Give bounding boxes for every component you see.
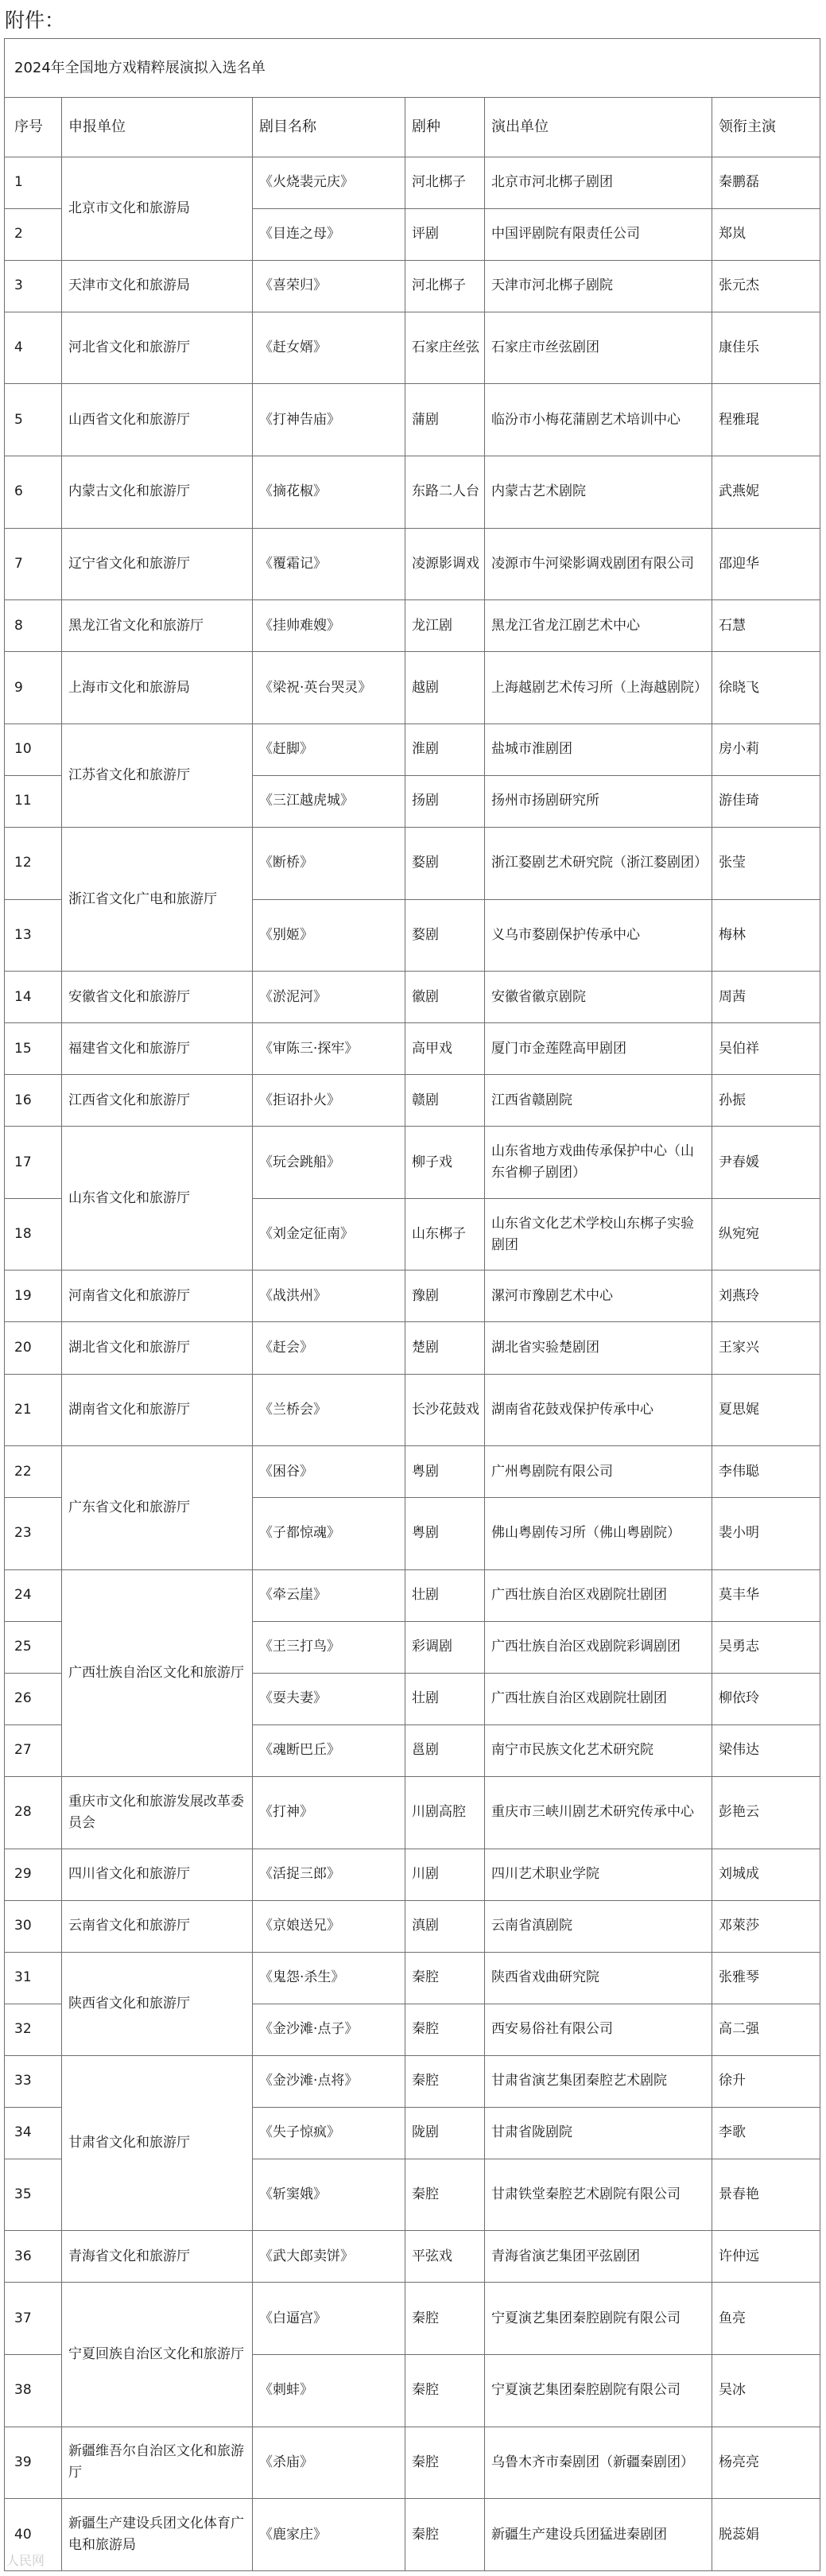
cell-lead: 孙振 <box>712 1075 820 1127</box>
cell-no: 7 <box>5 528 62 600</box>
cell-title: 《困谷》 <box>253 1446 405 1498</box>
cell-no: 24 <box>5 1569 62 1621</box>
watermark: 人民网 <box>6 2553 45 2568</box>
cell-title: 《刺蚌》 <box>253 2355 405 2427</box>
cell-troupe: 广西壮族自治区戏剧院壮剧团 <box>485 1673 712 1724</box>
header-unit: 申报单位 <box>62 98 253 157</box>
cell-troupe: 甘肃铁堂秦腔艺术剧院有限公司 <box>485 2159 712 2231</box>
table-row <box>5 528 820 600</box>
cell-unit: 广西壮族自治区文化和旅游厅 <box>62 1569 253 1776</box>
cell-lead: 张雅琴 <box>712 1952 820 2004</box>
cell-title: 《断桥》 <box>253 827 405 899</box>
cell-title: 《淤泥河》 <box>253 972 405 1023</box>
cell-lead: 徐升 <box>712 2055 820 2107</box>
cell-genre: 东路二人台 <box>405 456 485 528</box>
cell-lead: 程雅琨 <box>712 384 820 456</box>
cell-genre: 婺剧 <box>405 827 485 899</box>
table-row <box>5 827 820 899</box>
cell-troupe: 新疆生产建设兵团猛进秦剧团 <box>485 2499 712 2571</box>
cell-no: 32 <box>5 2004 62 2055</box>
cell-genre: 秦腔 <box>405 1952 485 2004</box>
cell-title: 《子都惊魂》 <box>253 1498 405 1570</box>
cell-no: 18 <box>5 1198 62 1271</box>
table-title: 2024年全国地方戏精粹展演拟入选名单 <box>5 39 820 98</box>
cell-unit: 四川省文化和旅游厅 <box>62 1849 253 1900</box>
cell-genre: 秦腔 <box>405 2355 485 2427</box>
cell-no: 37 <box>5 2283 62 2355</box>
table-row <box>5 2427 820 2499</box>
table-row <box>5 1952 820 2004</box>
cell-genre: 河北梆子 <box>405 157 485 208</box>
cell-lead: 纵宛宛 <box>712 1198 820 1271</box>
header-lead: 领衔主演 <box>712 98 820 157</box>
cell-title: 《赶女婿》 <box>253 312 405 384</box>
cell-unit: 宁夏回族自治区文化和旅游厅 <box>62 2283 253 2427</box>
cell-lead: 游佳琦 <box>712 775 820 827</box>
cell-no: 26 <box>5 1673 62 1724</box>
attachment-label: 附件： <box>5 9 65 32</box>
cell-title: 《鹿家庄》 <box>253 2499 405 2571</box>
header-no: 序号 <box>5 98 62 157</box>
cell-unit: 湖南省文化和旅游厅 <box>62 1374 253 1446</box>
cell-genre: 扬剧 <box>405 775 485 827</box>
cell-genre: 滇剧 <box>405 1900 485 1952</box>
cell-lead: 徐晓飞 <box>712 652 820 724</box>
cell-unit: 河南省文化和旅游厅 <box>62 1271 253 1322</box>
cell-troupe: 湖北省实验楚剧团 <box>485 1322 712 1374</box>
table-row <box>5 456 820 528</box>
cell-title: 《梁祝·英台哭灵》 <box>253 652 405 724</box>
cell-title: 《武大郎卖饼》 <box>253 2231 405 2283</box>
cell-no: 12 <box>5 827 62 899</box>
cell-troupe: 青海省演艺集团平弦剧团 <box>485 2231 712 2283</box>
cell-troupe: 湖南省花鼓戏保护传承中心 <box>485 1374 712 1446</box>
cell-troupe: 广州粤剧院有限公司 <box>485 1446 712 1498</box>
table-row <box>5 1446 820 1498</box>
cell-title: 《挂帅难嫂》 <box>253 600 405 652</box>
cell-genre: 陇剧 <box>405 2107 485 2159</box>
cell-genre: 石家庄丝弦 <box>405 312 485 384</box>
cell-lead: 景春艳 <box>712 2159 820 2231</box>
cell-no: 23 <box>5 1498 62 1570</box>
cell-genre: 邕剧 <box>405 1724 485 1776</box>
cell-troupe: 宁夏演艺集团秦腔剧院有限公司 <box>485 2283 712 2355</box>
cell-no: 19 <box>5 1271 62 1322</box>
table-row <box>5 2231 820 2283</box>
cell-genre: 川剧高腔 <box>405 1776 485 1849</box>
cell-troupe: 义乌市婺剧保护传承中心 <box>485 899 712 972</box>
cell-no: 2 <box>5 208 62 260</box>
cell-lead: 武燕妮 <box>712 456 820 528</box>
cell-lead: 张元杰 <box>712 260 820 312</box>
cell-troupe: 云南省滇剧院 <box>485 1900 712 1952</box>
cell-title: 《别姬》 <box>253 899 405 972</box>
cell-troupe: 江西省赣剧院 <box>485 1075 712 1127</box>
cell-no: 10 <box>5 724 62 775</box>
cell-lead: 石慧 <box>712 600 820 652</box>
cell-lead: 柳依玲 <box>712 1673 820 1724</box>
cell-title: 《目连之母》 <box>253 208 405 260</box>
cell-troupe: 漯河市豫剧艺术中心 <box>485 1271 712 1322</box>
cell-no: 6 <box>5 456 62 528</box>
cell-genre: 壮剧 <box>405 1569 485 1621</box>
table-row <box>5 1849 820 1900</box>
cell-lead: 吴伯祥 <box>712 1023 820 1075</box>
cell-lead: 秦鹏磊 <box>712 157 820 208</box>
cell-troupe: 北京市河北梆子剧团 <box>485 157 712 208</box>
cell-no: 28 <box>5 1776 62 1849</box>
cell-no: 25 <box>5 1621 62 1673</box>
cell-no: 36 <box>5 2231 62 2283</box>
cell-title: 《摘花椒》 <box>253 456 405 528</box>
cell-unit: 陕西省文化和旅游厅 <box>62 1952 253 2055</box>
cell-genre: 秦腔 <box>405 2159 485 2231</box>
cell-genre: 壮剧 <box>405 1673 485 1724</box>
cell-no: 15 <box>5 1023 62 1075</box>
cell-title: 《斩窦娥》 <box>253 2159 405 2231</box>
cell-genre: 长沙花鼓戏 <box>405 1374 485 1446</box>
cell-title: 《战洪州》 <box>253 1271 405 1322</box>
cell-no: 38 <box>5 2355 62 2427</box>
cell-no: 8 <box>5 600 62 652</box>
cell-no: 14 <box>5 972 62 1023</box>
cell-troupe: 宁夏演艺集团秦腔剧院有限公司 <box>485 2355 712 2427</box>
cell-lead: 邓萊莎 <box>712 1900 820 1952</box>
table-row <box>5 1900 820 1952</box>
cell-unit: 重庆市文化和旅游发展改革委员会 <box>62 1776 253 1849</box>
cell-title: 《玩会跳船》 <box>253 1127 405 1199</box>
cell-unit: 青海省文化和旅游厅 <box>62 2231 253 2283</box>
cell-title: 《牵云崖》 <box>253 1569 405 1621</box>
cell-lead: 脱蕊娟 <box>712 2499 820 2571</box>
cell-lead: 王家兴 <box>712 1322 820 1374</box>
table-row <box>5 1271 820 1322</box>
cell-genre: 淮剧 <box>405 724 485 775</box>
cell-unit: 甘肃省文化和旅游厅 <box>62 2055 253 2231</box>
cell-unit: 山东省文化和旅游厅 <box>62 1127 253 1271</box>
table-row <box>5 260 820 312</box>
cell-troupe: 广西壮族自治区戏剧院壮剧团 <box>485 1569 712 1621</box>
cell-genre: 豫剧 <box>405 1271 485 1322</box>
cell-troupe: 南宁市民族文化艺术研究院 <box>485 1724 712 1776</box>
cell-title: 《刘金定征南》 <box>253 1198 405 1271</box>
cell-lead: 彭艳云 <box>712 1776 820 1849</box>
cell-troupe: 凌源市牛河梁影调戏剧团有限公司 <box>485 528 712 600</box>
cell-title: 《京娘送兄》 <box>253 1900 405 1952</box>
table-row <box>5 652 820 724</box>
cell-no: 17 <box>5 1127 62 1199</box>
cell-no: 30 <box>5 1900 62 1952</box>
cell-genre: 川剧 <box>405 1849 485 1900</box>
cell-genre: 蒲剧 <box>405 384 485 456</box>
cell-lead: 梅林 <box>712 899 820 972</box>
cell-no: 27 <box>5 1724 62 1776</box>
cell-unit: 湖北省文化和旅游厅 <box>62 1322 253 1374</box>
cell-troupe: 甘肃省陇剧院 <box>485 2107 712 2159</box>
cell-troupe: 内蒙古艺术剧院 <box>485 456 712 528</box>
cell-troupe: 山东省文化艺术学校山东梆子实验剧团 <box>485 1198 712 1271</box>
cell-title: 《兰桥会》 <box>253 1374 405 1446</box>
cell-lead: 吴勇志 <box>712 1621 820 1673</box>
cell-title: 《打神》 <box>253 1776 405 1849</box>
cell-unit: 福建省文化和旅游厅 <box>62 1023 253 1075</box>
table-row <box>5 1776 820 1849</box>
cell-genre: 龙江剧 <box>405 600 485 652</box>
cell-no: 11 <box>5 775 62 827</box>
cell-lead: 周茜 <box>712 972 820 1023</box>
header-troupe: 演出单位 <box>485 98 712 157</box>
table-row <box>5 157 820 208</box>
table-row <box>5 724 820 775</box>
table-row <box>5 1374 820 1446</box>
cell-genre: 秦腔 <box>405 2427 485 2499</box>
cell-unit: 云南省文化和旅游厅 <box>62 1900 253 1952</box>
table-row <box>5 1569 820 1621</box>
cell-genre: 凌源影调戏 <box>405 528 485 600</box>
table-row <box>5 384 820 456</box>
cell-no: 34 <box>5 2107 62 2159</box>
cell-no: 35 <box>5 2159 62 2231</box>
cell-genre: 秦腔 <box>405 2055 485 2107</box>
cell-no: 20 <box>5 1322 62 1374</box>
cell-no: 40 <box>5 2499 62 2571</box>
cell-title: 《审陈三·探牢》 <box>253 1023 405 1075</box>
cell-troupe: 陕西省戏曲研究院 <box>485 1952 712 2004</box>
cell-troupe: 黑龙江省龙江剧艺术中心 <box>485 600 712 652</box>
cell-title: 《覆霜记》 <box>253 528 405 600</box>
cell-lead: 裴小明 <box>712 1498 820 1570</box>
cell-lead: 夏思娓 <box>712 1374 820 1446</box>
cell-genre: 粤剧 <box>405 1498 485 1570</box>
cell-lead: 鱼亮 <box>712 2283 820 2355</box>
table-row <box>5 2499 820 2571</box>
cell-genre: 婺剧 <box>405 899 485 972</box>
cell-genre: 山东梆子 <box>405 1198 485 1271</box>
cell-title: 《鬼怨·杀生》 <box>253 1952 405 2004</box>
cell-unit: 新疆维吾尔自治区文化和旅游厅 <box>62 2427 253 2499</box>
cell-title: 《活捉三郎》 <box>253 1849 405 1900</box>
cell-unit: 江西省文化和旅游厅 <box>62 1075 253 1127</box>
cell-unit: 浙江省文化广电和旅游厅 <box>62 827 253 971</box>
cell-lead: 李伟聪 <box>712 1446 820 1498</box>
cell-title: 《杀庙》 <box>253 2427 405 2499</box>
nominee-table <box>4 38 820 2571</box>
cell-title: 《打神告庙》 <box>253 384 405 456</box>
table-row <box>5 600 820 652</box>
cell-lead: 许仲远 <box>712 2231 820 2283</box>
cell-troupe: 天津市河北梆子剧院 <box>485 260 712 312</box>
cell-unit: 黑龙江省文化和旅游厅 <box>62 600 253 652</box>
cell-genre: 秦腔 <box>405 2004 485 2055</box>
cell-title: 《赶脚》 <box>253 724 405 775</box>
table-row <box>5 1075 820 1127</box>
cell-troupe: 重庆市三峡川剧艺术研究传承中心 <box>485 1776 712 1849</box>
cell-no: 16 <box>5 1075 62 1127</box>
header-title: 剧目名称 <box>253 98 405 157</box>
cell-no: 1 <box>5 157 62 208</box>
cell-lead: 杨亮亮 <box>712 2427 820 2499</box>
cell-troupe: 安徽省徽京剧院 <box>485 972 712 1023</box>
cell-lead: 康佳乐 <box>712 312 820 384</box>
cell-genre: 柳子戏 <box>405 1127 485 1199</box>
cell-lead: 高二强 <box>712 2004 820 2055</box>
table-row <box>5 2055 820 2107</box>
cell-no: 5 <box>5 384 62 456</box>
cell-genre: 徽剧 <box>405 972 485 1023</box>
cell-troupe: 石家庄市丝弦剧团 <box>485 312 712 384</box>
cell-unit: 内蒙古文化和旅游厅 <box>62 456 253 528</box>
cell-genre: 彩调剧 <box>405 1621 485 1673</box>
cell-title: 《三江越虎城》 <box>253 775 405 827</box>
cell-unit: 新疆生产建设兵团文化体育广电和旅游局 <box>62 2499 253 2571</box>
cell-title: 《白逼宫》 <box>253 2283 405 2355</box>
cell-unit: 河北省文化和旅游厅 <box>62 312 253 384</box>
cell-genre: 评剧 <box>405 208 485 260</box>
cell-lead: 刘燕玲 <box>712 1271 820 1322</box>
cell-title: 《赶会》 <box>253 1322 405 1374</box>
cell-genre: 粤剧 <box>405 1446 485 1498</box>
cell-troupe: 山东省地方戏曲传承保护中心（山东省柳子剧团） <box>485 1127 712 1199</box>
cell-unit: 山西省文化和旅游厅 <box>62 384 253 456</box>
cell-unit: 天津市文化和旅游局 <box>62 260 253 312</box>
cell-no: 4 <box>5 312 62 384</box>
cell-no: 9 <box>5 652 62 724</box>
cell-no: 31 <box>5 1952 62 2004</box>
cell-genre: 秦腔 <box>405 2283 485 2355</box>
cell-troupe: 厦门市金莲陞高甲剧团 <box>485 1023 712 1075</box>
cell-lead: 莫丰华 <box>712 1569 820 1621</box>
cell-lead: 刘城成 <box>712 1849 820 1900</box>
cell-genre: 平弦戏 <box>405 2231 485 2283</box>
cell-unit: 安徽省文化和旅游厅 <box>62 972 253 1023</box>
cell-troupe: 广西壮族自治区戏剧院彩调剧团 <box>485 1621 712 1673</box>
cell-unit: 广东省文化和旅游厅 <box>62 1446 253 1570</box>
cell-lead: 邵迎华 <box>712 528 820 600</box>
cell-lead: 郑岚 <box>712 208 820 260</box>
cell-lead: 李歌 <box>712 2107 820 2159</box>
cell-genre: 赣剧 <box>405 1075 485 1127</box>
cell-title: 《魂断巴丘》 <box>253 1724 405 1776</box>
cell-troupe: 四川艺术职业学院 <box>485 1849 712 1900</box>
cell-no: 3 <box>5 260 62 312</box>
cell-troupe: 盐城市淮剧团 <box>485 724 712 775</box>
cell-troupe: 扬州市扬剧研究所 <box>485 775 712 827</box>
cell-unit: 上海市文化和旅游局 <box>62 652 253 724</box>
cell-genre: 楚剧 <box>405 1322 485 1374</box>
cell-unit: 江苏省文化和旅游厅 <box>62 724 253 827</box>
cell-troupe: 浙江婺剧艺术研究院（浙江婺剧团） <box>485 827 712 899</box>
cell-unit: 辽宁省文化和旅游厅 <box>62 528 253 600</box>
cell-lead: 房小莉 <box>712 724 820 775</box>
cell-troupe: 上海越剧艺术传习所（上海越剧院） <box>485 652 712 724</box>
table-row <box>5 1023 820 1075</box>
cell-lead: 尹春媛 <box>712 1127 820 1199</box>
table-row <box>5 1127 820 1199</box>
cell-no: 39 <box>5 2427 62 2499</box>
cell-no: 22 <box>5 1446 62 1498</box>
cell-genre: 秦腔 <box>405 2499 485 2571</box>
cell-lead: 梁伟达 <box>712 1724 820 1776</box>
cell-troupe: 临汾市小梅花蒲剧艺术培训中心 <box>485 384 712 456</box>
table-row <box>5 1322 820 1374</box>
cell-genre: 高甲戏 <box>405 1023 485 1075</box>
header-genre: 剧种 <box>405 98 485 157</box>
table-row <box>5 312 820 384</box>
table-row <box>5 2283 820 2355</box>
cell-troupe: 西安易俗社有限公司 <box>485 2004 712 2055</box>
cell-title: 《王三打鸟》 <box>253 1621 405 1673</box>
cell-unit: 北京市文化和旅游局 <box>62 157 253 260</box>
cell-title: 《喜荣归》 <box>253 260 405 312</box>
cell-no: 13 <box>5 899 62 972</box>
cell-troupe: 中国评剧院有限责任公司 <box>485 208 712 260</box>
cell-genre: 河北梆子 <box>405 260 485 312</box>
table-row <box>5 972 820 1023</box>
cell-lead: 张莹 <box>712 827 820 899</box>
cell-title: 《金沙滩·点将》 <box>253 2055 405 2107</box>
cell-no: 33 <box>5 2055 62 2107</box>
cell-troupe: 甘肃省演艺集团秦腔艺术剧院 <box>485 2055 712 2107</box>
cell-title: 《金沙滩·点子》 <box>253 2004 405 2055</box>
cell-title: 《耍夫妻》 <box>253 1673 405 1724</box>
cell-title: 《火烧裴元庆》 <box>253 157 405 208</box>
cell-title: 《失子惊疯》 <box>253 2107 405 2159</box>
cell-genre: 越剧 <box>405 652 485 724</box>
cell-lead: 吴冰 <box>712 2355 820 2427</box>
cell-troupe: 佛山粤剧传习所（佛山粤剧院） <box>485 1498 712 1570</box>
cell-troupe: 乌鲁木齐市秦剧团（新疆秦剧团） <box>485 2427 712 2499</box>
cell-title: 《拒诏扑火》 <box>253 1075 405 1127</box>
cell-no: 29 <box>5 1849 62 1900</box>
cell-no: 21 <box>5 1374 62 1446</box>
